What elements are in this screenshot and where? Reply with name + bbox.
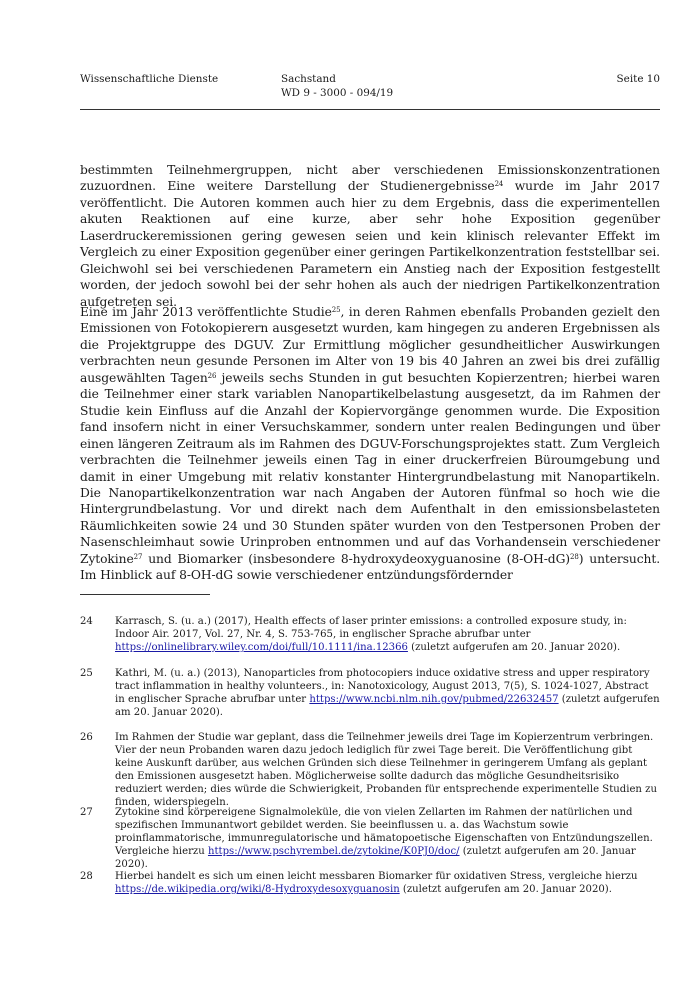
footnote-ref-24[interactable]: 24	[494, 180, 504, 189]
footnote-link[interactable]: https://www.ncbi.nlm.nih.gov/pubmed/22632457	[309, 694, 559, 706]
footnote-28: 28 Hierbei handelt es sich um einen leicht messbaren Biomarker für oxidativen Stress, vergleiche hierzu https://de.wikipedia.org/wiki/8-Hydroxydesoxyguanosin (zuletzt aufgerufen am 20. Januar 2020).	[80, 871, 638, 896]
footnote-divider	[80, 594, 210, 595]
footnote-link[interactable]: https://www.pschyrembel.de/zytokine/K0PJ0/doc/	[207, 846, 460, 858]
page-number: Seite 10	[616, 73, 660, 85]
footnote-ref-27[interactable]: 27	[133, 552, 143, 561]
footnote-ref-26[interactable]: 26	[207, 371, 217, 380]
footnote-24: 24 Karrasch, S. (u. a.) (2017), Health effects of laser printer emissions: a controlled exposure study, in: Indoor Air. 2017, Vol. 27, Nr. 4, S. 753-765, in englischer Sprache abrufbar unter https://onlinelibrary.wiley.com/doi/full/10.1111/ina.12366 (zuletzt aufgerufen am 20. Januar 2020).	[80, 616, 627, 654]
footnote-link[interactable]: https://onlinelibrary.wiley.com/doi/full/10.1111/ina.12366	[115, 642, 408, 654]
body-paragraph-2: Eine im Jahr 2013 veröffentlichte Studie$^{25}$, in deren Rahmen ebenfalls Probanden gezielt den Emissionen von Fotokopierern ausgesetzt wurden, kam hingegen zu anderen Ergebnissen als die Projektgruppe des DGUV. Zur Ermittlung möglicher gesundheitlicher Auswirkungen verbrachten neun gesunde Personen im Alter von 19 bis 40 Jahren an zwei bis drei zufällig ausgewählten Tagen$^{26}$ jeweils sechs Stunden in gut besuchten Kopierzentren; hierbei waren die Teilnehmer einer stark variablen Nanopartikelbelastung ausgesetzt, da im Rahmen der Studie kein Einfluss auf die Anzahl der Kopiervorgänge genommen wurde. Die Exposition fand insofern nicht in einer Versuchskammer, sondern unter realen Bedingungen und über einen längeren Zeitraum als im Rahmen des DGUV-Forschungsprojektes statt. Zum Vergleich verbrachten die Teilnehmer jeweils einen Tag in einer druckerfreien Büroumgebung und damit in einer Umgebung mit relativ konstanter Hintergrundbelastung mit Nanopartikeln. Die Nanopartikelkonzentration war nach Angaben der Autoren fünfmal so hoch wie die Hintergrundbelastung. Vor und direkt nach dem Aufenthalt in den emissionsbelasteten Räumlichkeiten sowie 24 und 30 Stunden später wurden von den Testpersonen Proben der Nasenschleimhaut sowie Urinproben entnommen und auf das Vorhandensein verschiedener Zytokine$^{27}$ und Biomarker (insbesondere 8-hydroxydeoxyguanosine $(8-OH-dG)^{28}$) untersucht. Im Hinblick auf 8-OH-dG sowie verschiedener entzündungsfördernder	[80, 305, 661, 583]
header-department: Wissenschaftliche Dienste	[80, 73, 219, 85]
footnote-number: 26	[80, 732, 93, 743]
footnote-link[interactable]: https://de.wikipedia.org/wiki/8-Hydroxydesoxyguanosin	[115, 884, 400, 896]
footnote-number: 27	[80, 807, 93, 818]
header-document-type	[281, 72, 393, 100]
footnote-25: 25 Kathri, M. (u. a.) (2013), Nanoparticles from photocopiers induce oxidative stress and upper respiratory tract inflammation in healthy volunteers., in: Nanotoxicology, August 2013, 7(5), S. 1024-1027, Abstract in englischer Sprache abrufbar unter https://www.ncbi.nlm.nih.gov/pubmed/22632457 (zuletzt aufgerufen am 20. Januar 2020).	[80, 668, 660, 719]
body-paragraph-1: bestimmten Teilnehmergruppen, nicht aber verschiedenen Emissionskonzentrationen zuzuordnen. Eine weitere Darstellung der Studienergebnisse$^{24}$ wurde im Jahr 2017 veröffentlicht. Die Autoren kommen auch hier zu dem Ergebnis, dass die experimentellen akuten Reaktionen auf eine kurze, aber sehr hohe Exposition gegenüber Laserdruckeremissionen gering gewesen seien und kein klinisch relevanter Effekt im Vergleich zu einer Exposition gegenüber einer geringen Partikelkonzentration feststellbar sei. Gleichwohl sei bei verschiedenen Parametern ein Anstieg nach der Exposition festgestellt worden, der jedoch sowohl bei der sehr hohen als auch der niedrigen Partikelkonzentration aufgetreten sei.	[80, 163, 660, 309]
footnote-number: 24	[80, 616, 93, 627]
footnote-ref-28[interactable]: 28	[570, 552, 579, 561]
header-doc-kind: Sachstand	[281, 73, 336, 85]
footnote-26: 26 Im Rahmen der Studie war geplant, dass die Teilnehmer jeweils drei Tage im Kopierzentrum verbringen. Vier der neun Probanden waren dazu jedoch lediglich für zwei Tage bereit. Die Veröffentlichung gibt keine Auskunft darüber, aus welchen Gründen sich diese Teilnehmer in geringerem Umfang als geplant den Emissionen ausgesetzt haben. Möglicherweise sollte dadurch das mögliche Gesundheitsrisiko reduziert werden; dies würde die Schwierigkeit, Probanden für entsprechende experimentelle Studien zu finden, widerspiegeln.	[80, 732, 657, 809]
footnote-number: 28	[80, 871, 93, 882]
header-divider	[80, 109, 660, 110]
footnote-number: 25	[80, 668, 93, 679]
footnote-ref-25[interactable]: 25	[331, 306, 341, 314]
header-doc-number: WD 9 - 3000 - 094/19	[281, 87, 394, 99]
footnote-27: 27 Zytokine sind körpereigene Signalmoleküle, die von vielen Zellarten im Rahmen der natürlichen und spezifischen Immunantwort gebildet werden. Sie beeinflussen u. a. das Wachstum sowie proinflammatorische, immunregulatorische und hämatopoetische Eigenschaften von Entzündungszellen. Vergleiche hierzu https://www.pschyrembel.de/zytokine/K0PJ0/doc/ (zuletzt aufgerufen am 20. Januar 2020).	[80, 807, 653, 871]
